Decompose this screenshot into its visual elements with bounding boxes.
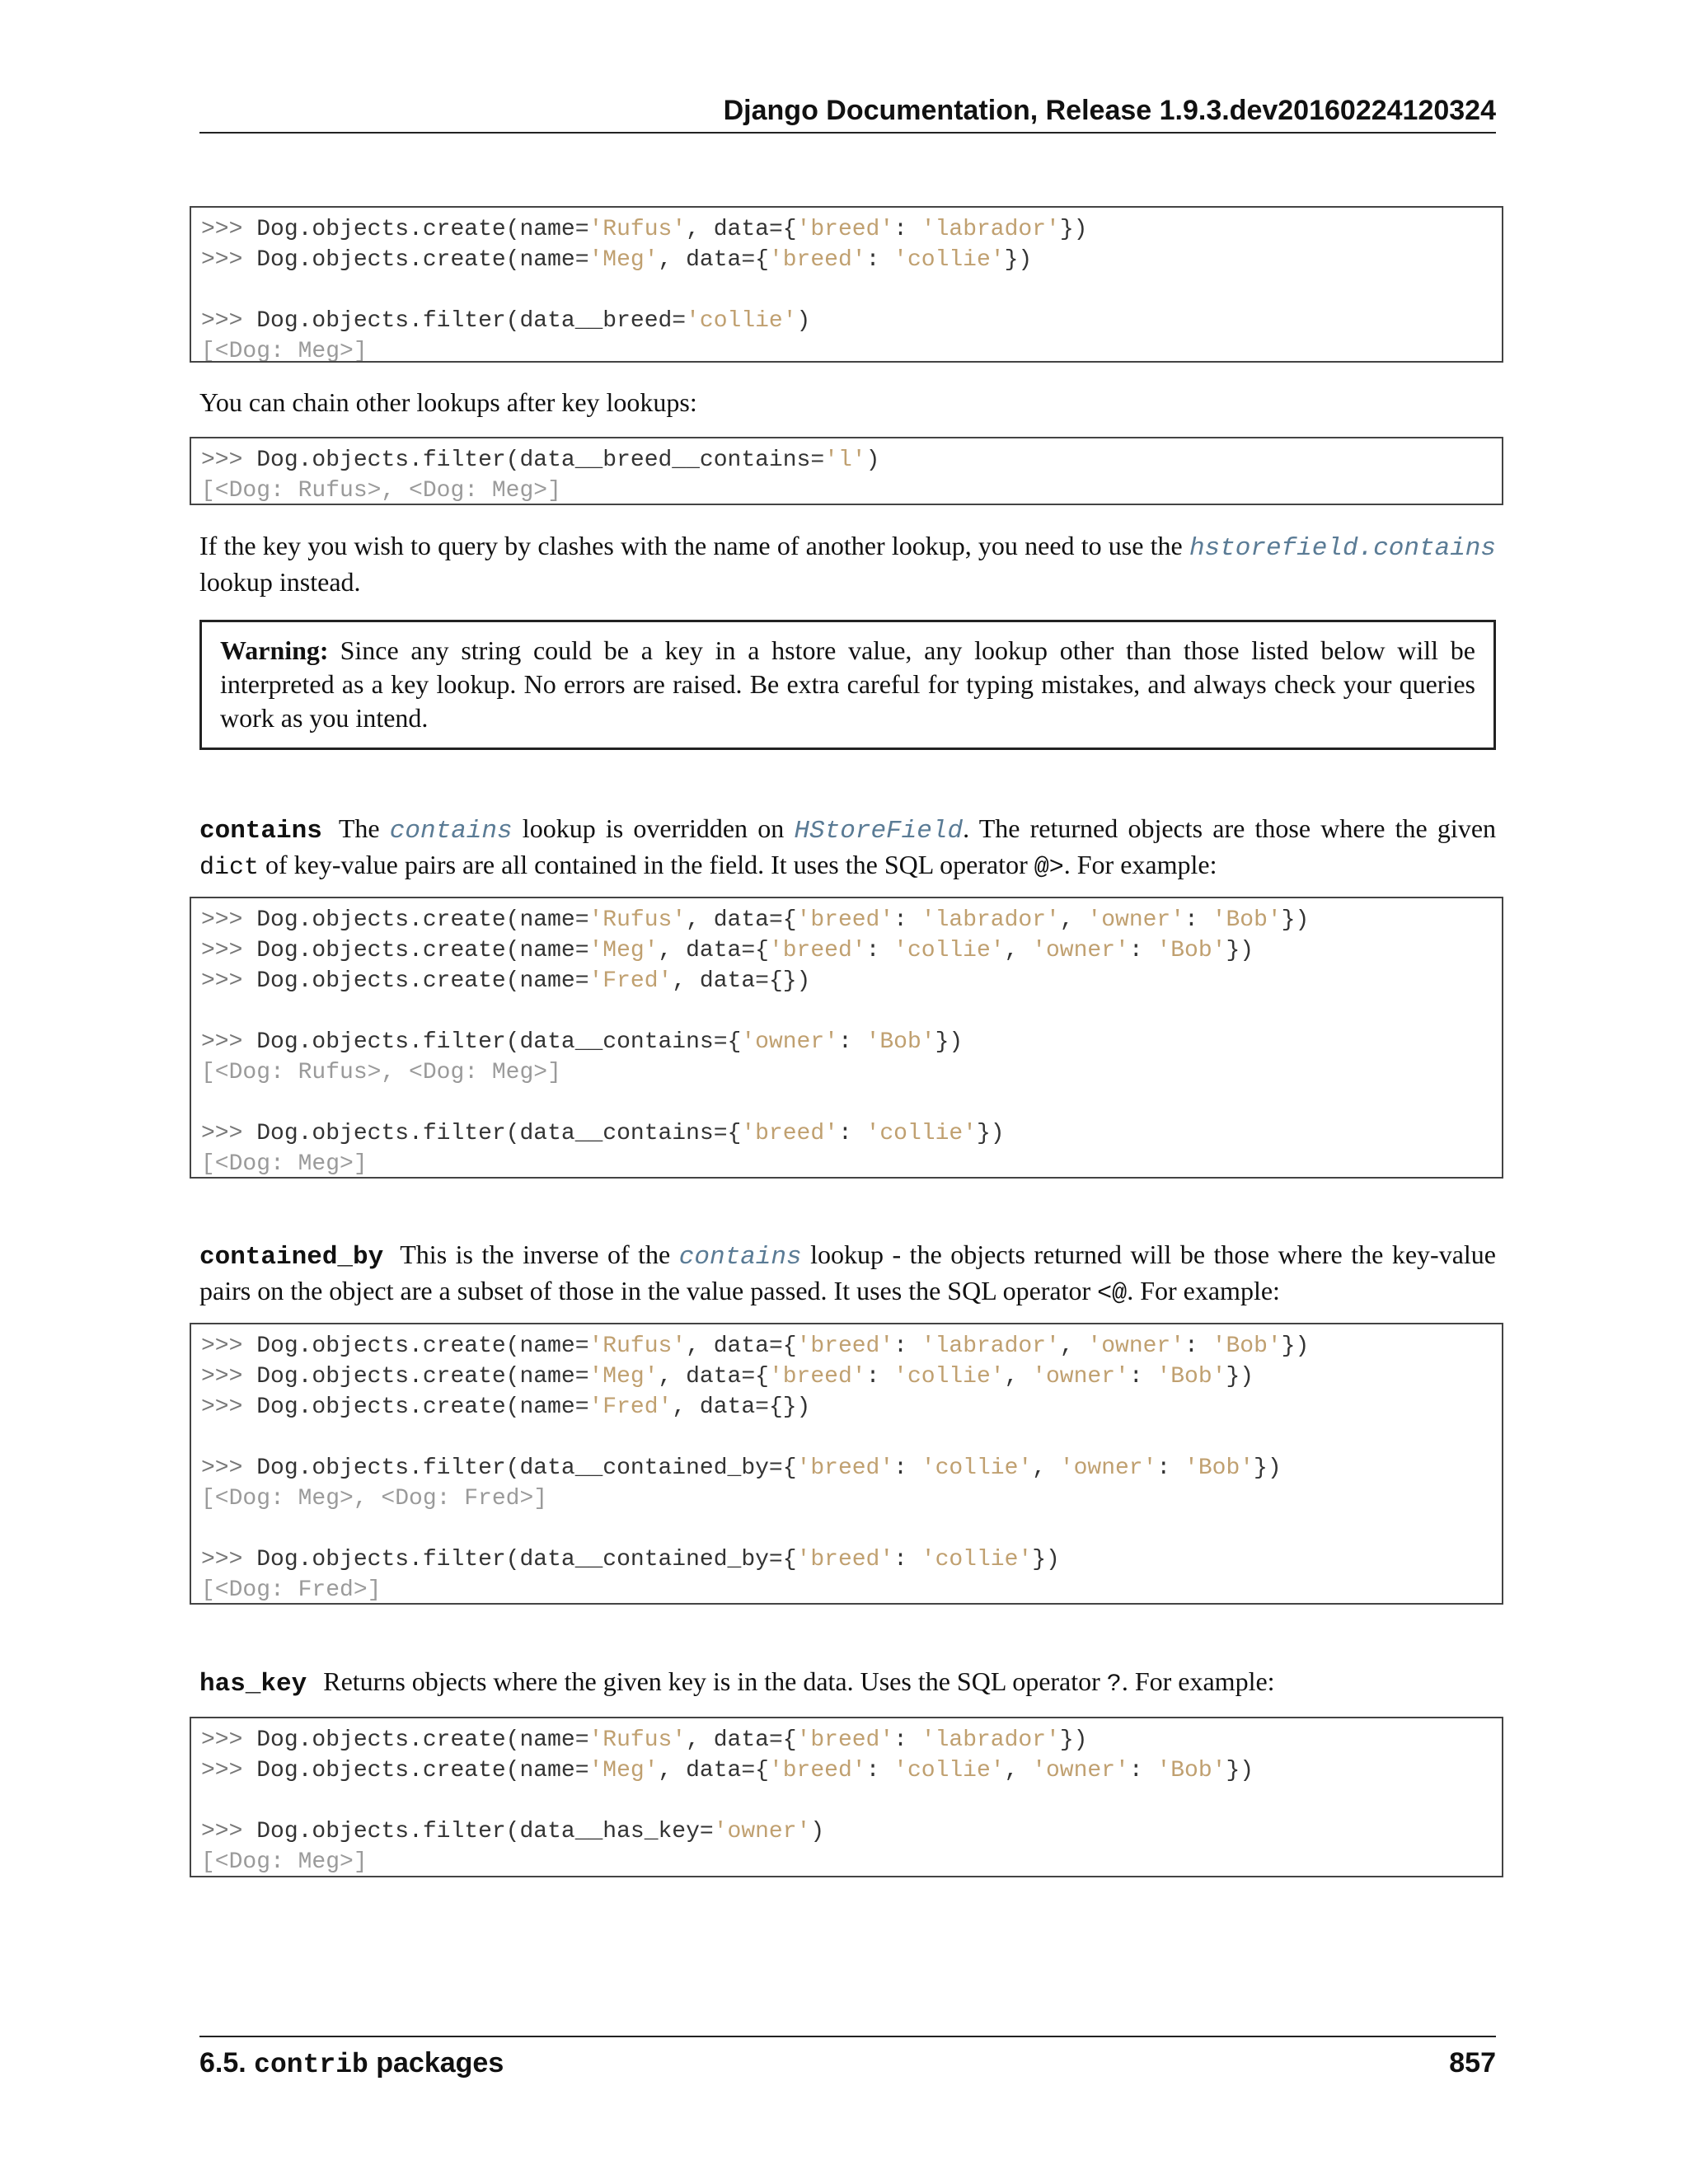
code-block-has-key (190, 1717, 1503, 1877)
footer-section-number: 6.5. (199, 2047, 255, 2079)
contained-by-text-1: This is the inverse of the (400, 1240, 679, 1269)
contains-text-1: The (338, 813, 390, 843)
warning-text: Since any string could be a key in a hstore value, any lookup other than those listed below will be interpreted as a key lookup. No errors are raised. Be extra careful for typing mistakes, and always check your queries work as you intend. (220, 635, 1475, 733)
code-line: >>> Dog.objects.create(name='Rufus', data={'breed': 'labrador', 'owner': 'Bob'}) (201, 907, 1310, 933)
paragraph-chain-lookups: You can chain other lookups after key lookups: (199, 387, 697, 417)
code-line: >>> Dog.objects.create(name='Rufus', data={'breed': 'labrador'}) (201, 1727, 1088, 1753)
code-line: [<Dog: Meg>, <Dog: Fred>] (201, 1486, 548, 1511)
code-line: >>> Dog.objects.filter(data__breed__contains='l') (201, 448, 880, 473)
paragraph-key-clash (199, 529, 1496, 599)
code-line (201, 275, 1492, 306)
has-key-description (199, 1665, 1496, 1702)
code-block-contained-by (190, 1323, 1503, 1605)
para2-before: If the key you wish to query by clashes with the name of another lookup, you need to use the (199, 531, 1189, 560)
code-line: [<Dog: Meg>] (201, 1849, 368, 1875)
contains-text-2: lookup is overridden on (512, 813, 795, 843)
contains-text-5: . For example: (1063, 850, 1217, 879)
operator-contains-code: @> (1034, 854, 1064, 882)
code-line: >>> Dog.objects.create(name='Meg', data={'breed': 'collie', 'owner': 'Bob'}) (201, 1364, 1254, 1390)
contains-description (199, 812, 1496, 885)
has-key-text-1: Returns objects where the given key is in the data. Uses the SQL operator (323, 1666, 1107, 1696)
has-key-text-2: . For example: (1121, 1666, 1275, 1696)
hstorefield-contains-link[interactable]: hstorefield.contains (1189, 534, 1496, 563)
code-line: [<Dog: Meg>] (201, 1151, 368, 1177)
code-line: >>> Dog.objects.filter(data__contains={'owner': 'Bob'}) (201, 1029, 964, 1055)
para2-after: lookup instead. (199, 567, 361, 597)
warning-box (199, 620, 1496, 750)
footer-section (199, 2047, 504, 2080)
contains-term: contains (199, 817, 322, 846)
code-line: [<Dog: Rufus>, <Dog: Meg>] (201, 1060, 561, 1085)
footer-section-mono: contrib (254, 2050, 368, 2080)
code-line: [<Dog: Rufus>, <Dog: Meg>] (201, 478, 561, 504)
code-line: >>> Dog.objects.filter(data__has_key='owner') (201, 1819, 825, 1844)
code-block-2 (190, 437, 1503, 505)
contained-by-text-2: lookup - the objects returned will be those where the key-value pairs on the object are a subset of those in the value passed. It uses the SQL operator (199, 1240, 1497, 1305)
code-block-contains (190, 897, 1503, 1179)
code-line: >>> Dog.objects.filter(data__contained_by={'breed': 'collie'}) (201, 1547, 1060, 1572)
code-line: [<Dog: Fred>] (201, 1577, 382, 1603)
code-line: >>> Dog.objects.create(name='Fred', data={}) (201, 1394, 811, 1420)
contains-text-4: of key-value pairs are all contained in the field. It uses the SQL operator (259, 850, 1034, 879)
code-line (201, 1514, 1492, 1544)
code-line: >>> Dog.objects.filter(data__contained_by={'breed': 'collie', 'owner': 'Bob'}) (201, 1455, 1282, 1481)
code-line: >>> Dog.objects.create(name='Rufus', data={'breed': 'labrador'}) (201, 217, 1088, 242)
contains-link-2[interactable]: contains (678, 1243, 802, 1272)
code-line: >>> Dog.objects.create(name='Meg', data={'breed': 'collie', 'owner': 'Bob'}) (201, 938, 1254, 963)
dict-code: dict (199, 854, 260, 882)
code-line (201, 1422, 1492, 1453)
code-line: >>> Dog.objects.filter(data__contains={'breed': 'collie'}) (201, 1121, 1005, 1146)
footer-section-rest: packages (368, 2047, 504, 2079)
code-line: >>> Dog.objects.create(name='Fred', data={}) (201, 968, 811, 994)
code-line: >>> Dog.objects.create(name='Meg', data={'breed': 'collie'}) (201, 247, 1033, 273)
contained-by-text-3: . For example: (1127, 1276, 1280, 1305)
code-line (201, 1088, 1492, 1118)
page-footer (199, 2036, 1496, 2087)
contained-by-term: contained_by (199, 1243, 384, 1272)
page-header (199, 91, 1496, 134)
code-line (201, 1786, 1492, 1816)
contains-text-3: . The returned objects are those where the given (963, 813, 1497, 843)
hstorefield-link[interactable]: HStoreField (794, 817, 964, 846)
operator-has-key-code: ? (1106, 1671, 1122, 1699)
has-key-term: has_key (199, 1670, 307, 1699)
header-title: Django Documentation, Release 1.9.3.dev20160224120324 (723, 95, 1496, 126)
code-line: >>> Dog.objects.create(name='Rufus', data={'breed': 'labrador', 'owner': 'Bob'}) (201, 1333, 1310, 1359)
code-block-1 (190, 206, 1503, 363)
page-number: 857 (1449, 2047, 1496, 2079)
code-line: [<Dog: Meg>] (201, 339, 368, 363)
operator-contained-by-code: <@ (1097, 1280, 1128, 1308)
code-line: >>> Dog.objects.filter(data__breed='collie') (201, 308, 811, 334)
warning-label: Warning: (220, 635, 329, 665)
code-line: >>> Dog.objects.create(name='Meg', data={'breed': 'collie', 'owner': 'Bob'}) (201, 1758, 1254, 1783)
contains-link[interactable]: contains (389, 817, 513, 846)
code-line (201, 996, 1492, 1027)
contained-by-description (199, 1238, 1496, 1311)
